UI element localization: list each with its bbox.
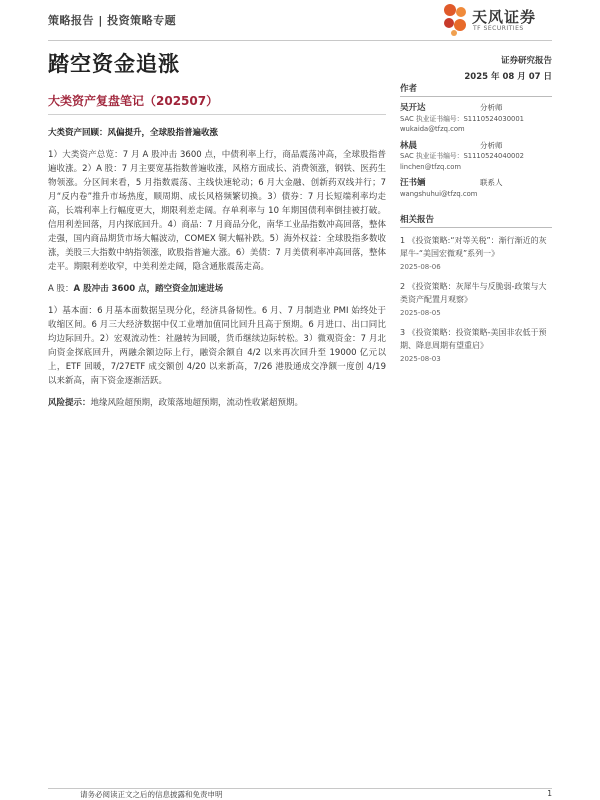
related-report-item[interactable]: [400, 326, 552, 366]
author-name: 林晨: [400, 140, 418, 151]
related-report-date: 2025-08-03: [400, 355, 441, 363]
paragraph-1: 1）大类资产总览：7 月 A 股冲击 3600 点，中债利率上行，商品震荡冲高，全球股指普遍收涨。2）A 股：7 月主要宽基指数普遍收涨，风格方面成长、消费领涨，钢铁、医药生物领涨。分区间来看，5 月指数震荡、主线快速轮动；6 月大金融、创新药双线并行；7 月“反内卷”推升市场热度，顺周期、成长风格频繁切换。3）债券：7 月长短端利率均走高，长端利率上行幅度更大，期限利差走阔。存单利率与 10 年期国债利率倒挂被打破。信用利差回落，月内探底回升。4）商品：7 月商品分化，南华工业品指数冲高回落，整体走强，国内商品期货市场大幅波动，COMEX 铜大幅补跌。5）海外权益：全球股指多数收涨，美股三大指数中纳指领涨，欧股指普遍大涨。6）美债：7 月美债利率冲高回落，整体走平。期限利差收窄，中美利差走阔，隐含通胀震荡走高。: [48, 150, 386, 272]
section-heading-2: [48, 282, 386, 296]
company-logo: [440, 2, 570, 38]
paragraph-2: 1）基本面：6 月基本面数据呈现分化，经济具备韧性。6 月、7 月制造业 PMI 始终处于收缩区间。6 月三大经济数据中仅工业增加值同比回升且高于预期。6 月进口、出口同比均边际回升。2）宏观流动性：社融转为回暖，货币继续边际转松。3）微观资金：7 月北向资金探底回升，两融余额边际上行，融资余额自 4/2 以来再次回升至 19000 亿元以上，ETF 回暖，7/27ETF 成交额创 4/20 以来新高，7/26 港股通成交净额一度创 4/19 以来新高，南下资金逐渐活跃。: [48, 306, 386, 386]
logo-icon: [440, 2, 470, 36]
related-report-item[interactable]: [400, 234, 552, 274]
author-license: SAC 执业证书编号：S1110524040002: [400, 152, 524, 160]
author-license: SAC 执业证书编号：S1110524030001: [400, 114, 524, 123]
author-role: 分析师: [480, 103, 503, 112]
authors-label: 作者: [400, 82, 552, 97]
risk-label: 风险提示：: [48, 398, 91, 408]
author-role: 联系人: [480, 178, 503, 187]
author-item: [400, 141, 552, 173]
author-name: 吴开达: [400, 103, 426, 113]
footer-disclaimer: 请务必阅读正文之后的信息披露和免责申明: [80, 790, 223, 799]
logo-text: 天风证券: [472, 8, 537, 26]
main-content: [48, 126, 386, 418]
heading-2-prefix: A 股：: [48, 284, 74, 294]
report-title: 踏空资金追涨: [48, 52, 180, 76]
risk-warning: [48, 396, 386, 410]
author-name: 汪书婳: [400, 178, 426, 188]
report-type: 证券研究报告: [500, 56, 552, 66]
section-heading-1: 大类资产回顾：风偏提升，全球股指普遍收涨: [48, 128, 219, 138]
heading-2-bold: A 股冲击 3600 点，踏空资金加速进场: [73, 284, 224, 294]
related-reports-label: 相关报告: [400, 213, 552, 228]
sidebar: [400, 82, 552, 372]
related-report-title[interactable]: 2 《投资策略：灰犀牛与反脆弱-政策与大类资产配置月观察》: [400, 282, 547, 304]
header-category: 策略报告 | 投资策略专题: [48, 14, 177, 27]
author-email[interactable]: wukaida@tfzq.com: [400, 125, 465, 133]
report-date: 2025 年 08 月 07 日: [464, 72, 552, 82]
logo-subtext: TF SECURITIES: [473, 25, 524, 32]
related-report-item[interactable]: [400, 280, 552, 320]
related-report-title[interactable]: 3 《投资策略：投资策略-美国非农低于预期、降息周期有望重启》: [400, 328, 547, 350]
page-number: 1: [547, 789, 552, 798]
related-report-title[interactable]: 1 《投资策略:“对等关税”：渐行渐近的灰犀牛-“美国宏微观”系列一》: [400, 236, 547, 258]
header-divider: [48, 40, 552, 41]
report-subtitle: 大类资产复盘笔记（202507）: [48, 94, 219, 108]
risk-text: 地缘风险超预期，政策落地超预期，流动性收紧超预期。: [90, 398, 304, 408]
author-email[interactable]: wangshuhui@tfzq.com: [400, 189, 478, 198]
author-role: 分析师: [480, 140, 503, 150]
author-item: [400, 103, 552, 135]
subtitle-divider: [48, 114, 386, 115]
related-report-date: 2025-08-06: [400, 263, 441, 271]
related-report-date: 2025-08-05: [400, 309, 441, 317]
author-email[interactable]: linchen@tfzq.com: [400, 162, 462, 171]
author-item: [400, 178, 552, 199]
